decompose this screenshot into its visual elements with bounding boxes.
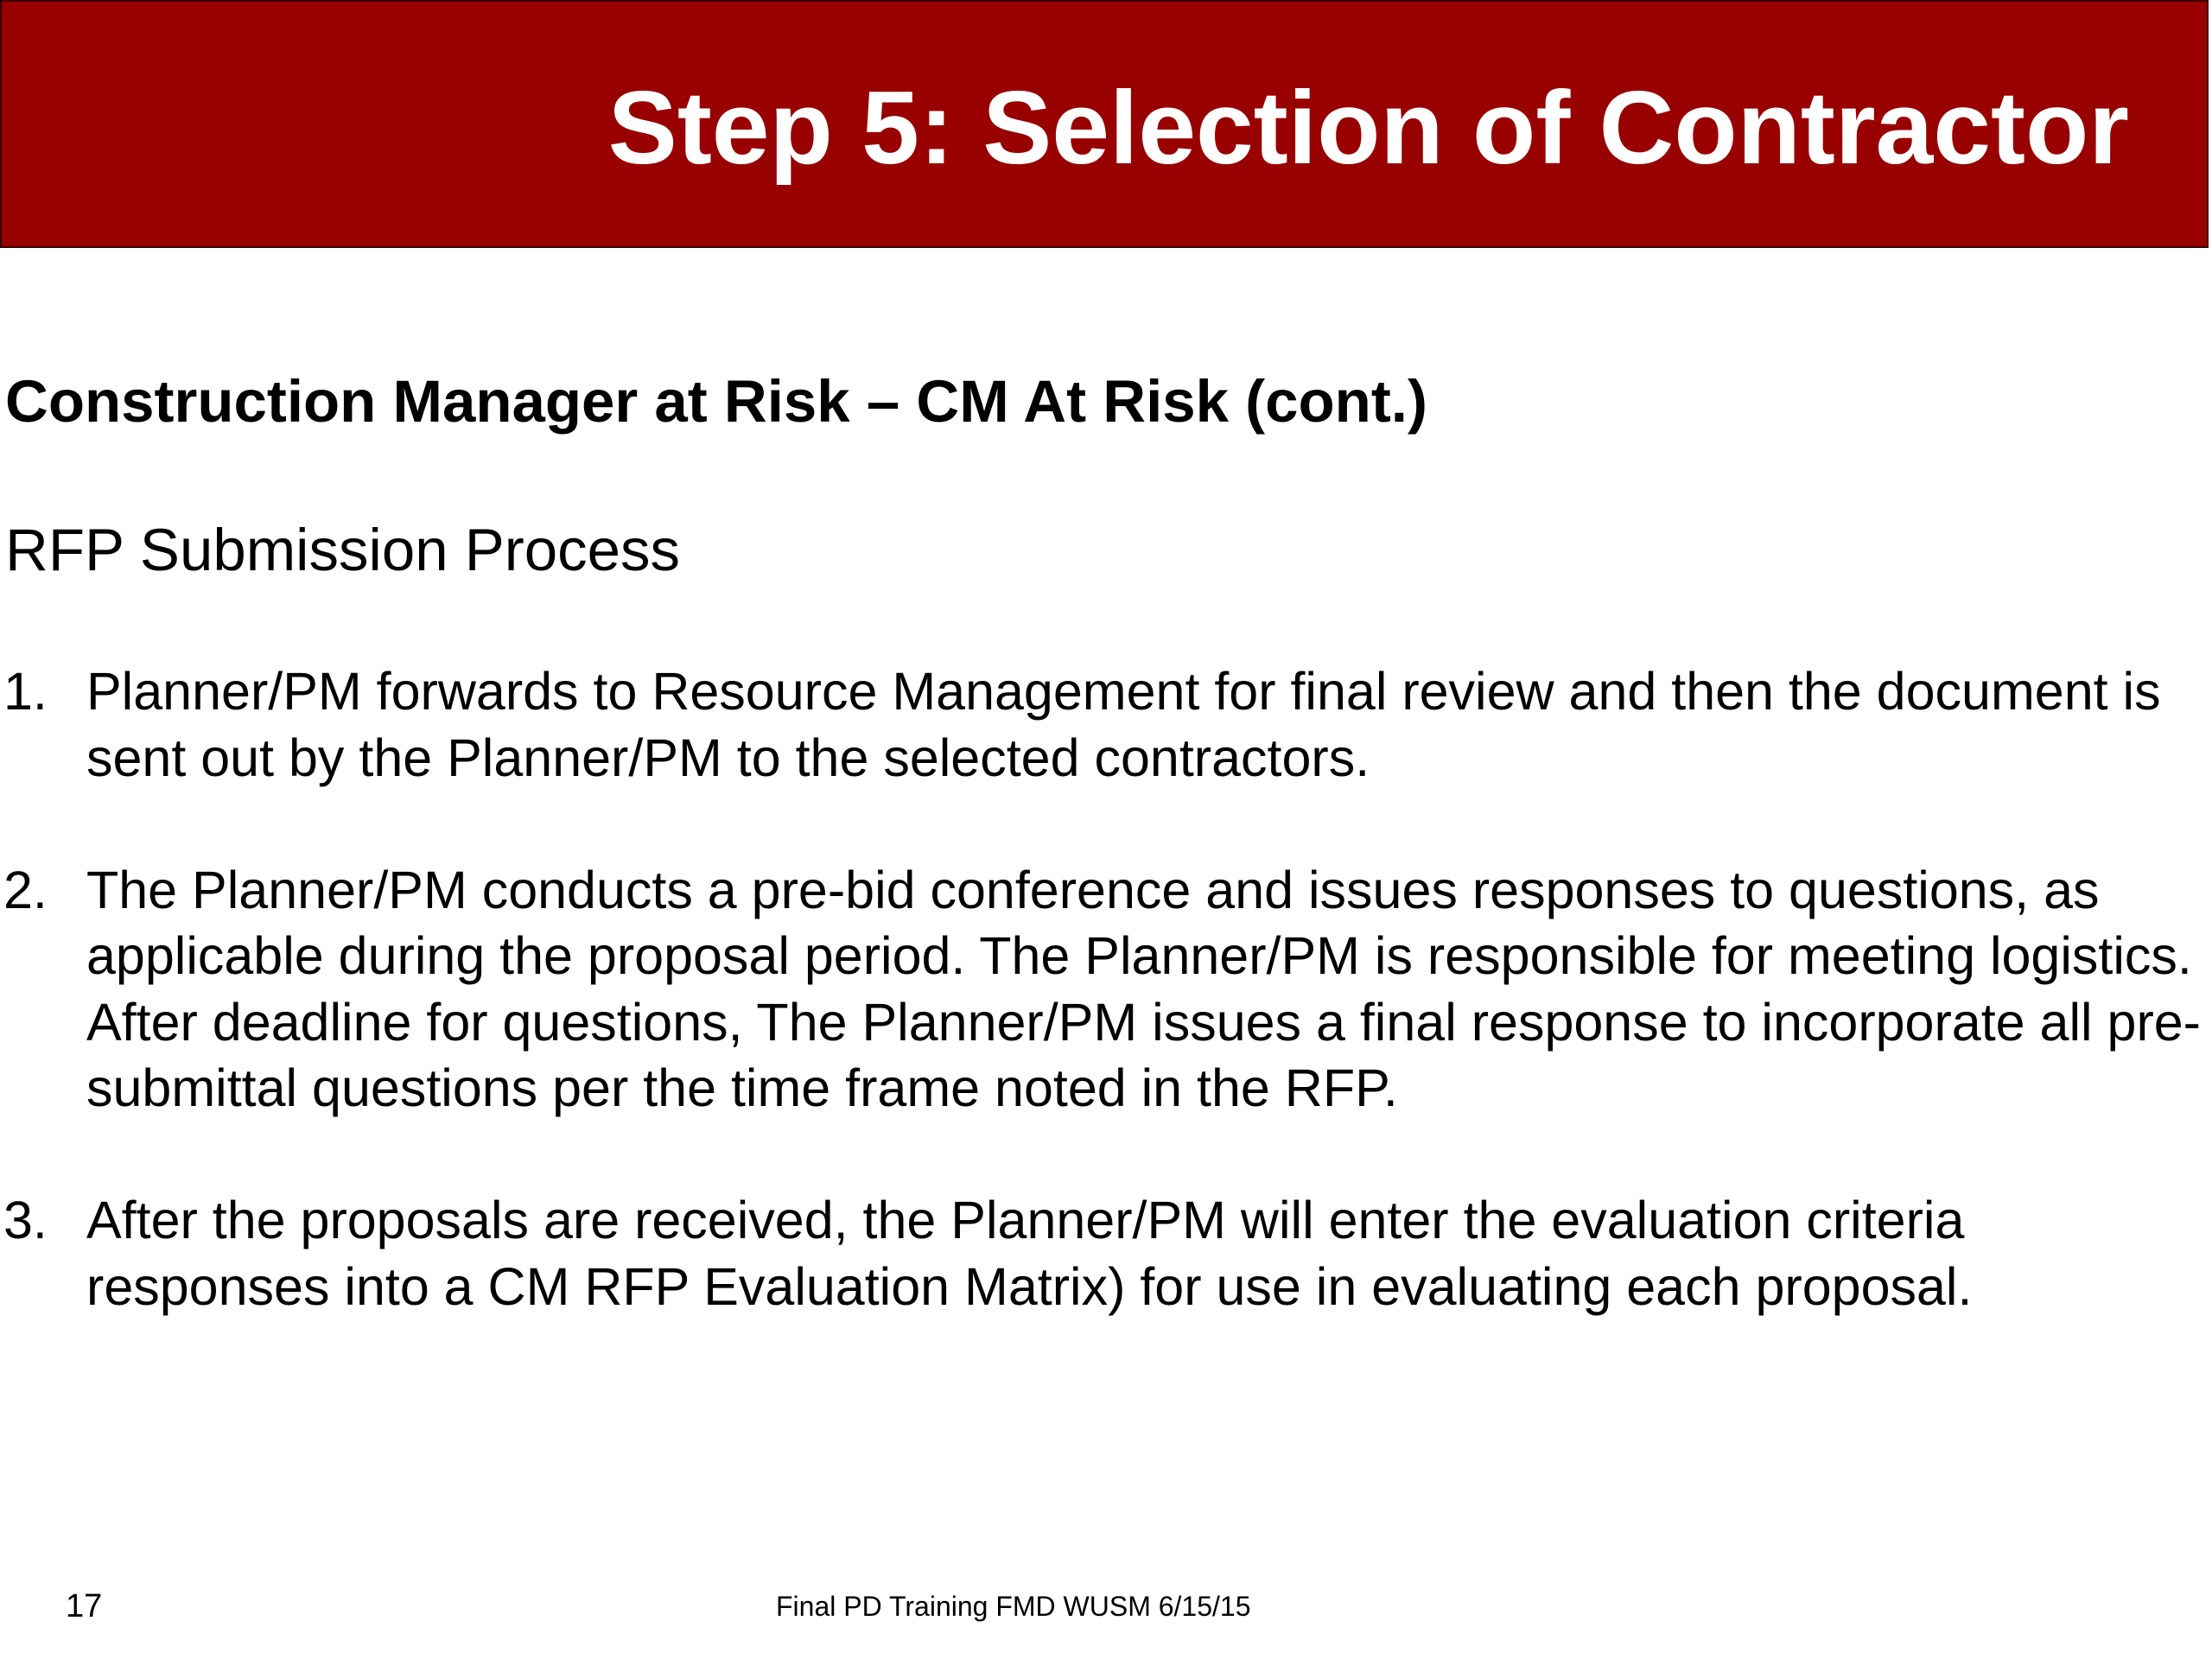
- footer-text: Final PD Training FMD WUSM 6/15/15: [776, 1591, 1251, 1622]
- list-item-number: 2.: [3, 860, 48, 919]
- list-item-text: After the proposals are received, the Planner/PM will enter the evaluation criteria responses into a CM RFP Evaluation Matrix) for use in evaluating each proposal.: [86, 1191, 1973, 1316]
- list-item-text: The Planner/PM conducts a pre-bid conference and issues responses to questions, as applicable during the proposal period. The Planner/PM is responsible for meeting logistics. After deadline for questions, The Planner/PM issues a final response to incorporate all pre-submittal questions per the time frame noted in the RFP.: [86, 860, 2201, 1117]
- slide-title: Step 5: Selection of Contractor: [607, 70, 2129, 186]
- slide-subtitle: Construction Manager at Risk – CM At Risk (cont.): [5, 368, 1427, 435]
- list-item-number: 3.: [3, 1191, 48, 1249]
- list-item: [0, 1187, 2209, 1319]
- page-number: 17: [66, 1588, 103, 1624]
- list-item: [0, 857, 2209, 1122]
- list-item: [0, 658, 2209, 791]
- list-item-text: Planner/PM forwards to Resource Management for final review and then the document is sent out by the Planner/PM to the selected contractors.: [86, 662, 2161, 787]
- list-item-number: 1.: [3, 662, 48, 721]
- section-heading: RFP Submission Process: [5, 517, 681, 583]
- title-bar: [0, 0, 2209, 248]
- numbered-list: [0, 658, 2209, 1386]
